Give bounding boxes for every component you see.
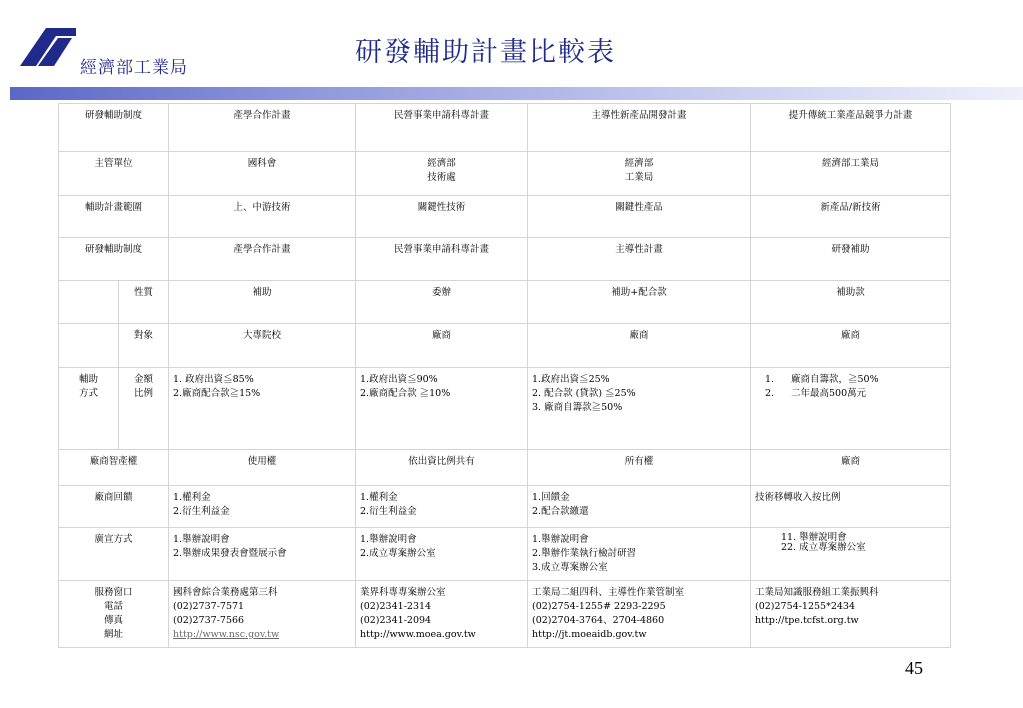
table-cell: 1.政府出資≦90% 2.廠商配合款 ≧10%: [356, 368, 528, 450]
table-cell: 11. 舉辦說明會 22. 成立專案辦公室: [751, 528, 951, 581]
table-cell: 依出資比例共有: [356, 450, 528, 486]
page-title: 研發輔助計畫比較表: [355, 37, 616, 68]
table-cell: 1.回饋金 2.配合款繳還: [528, 486, 751, 528]
table-cell: 廠商: [751, 324, 951, 368]
table-cell: 民營事業申請科專計畫: [356, 238, 528, 281]
org-name: 經濟部工業局: [80, 58, 188, 78]
table-cell: 關鍵性產品: [528, 196, 751, 238]
table-cell: 廠商: [751, 450, 951, 486]
table-row: [59, 238, 951, 281]
row-label: 輔助計畫範圍: [59, 196, 169, 238]
table-cell: 補助: [169, 281, 356, 324]
table-cell: 廠商: [528, 324, 751, 368]
row-label: 性質: [119, 281, 169, 324]
table-cell: 上、中游技術: [169, 196, 356, 238]
table-row: [59, 581, 951, 648]
table-cell: 技術移轉收入按比例: [751, 486, 951, 528]
table-cell: 提升傳統工業產品競爭力計畫: [751, 104, 951, 152]
table-cell: 主導性新產品開發計畫: [528, 104, 751, 152]
table-cell: 國科會綜合業務處第三科 (02)2737-7571 (02)2737-7566 http://www.nsc.gov.tw: [169, 581, 356, 648]
row-label: 研發輔助制度: [59, 104, 169, 152]
table-cell: 補助款: [751, 281, 951, 324]
table-cell: 委辦: [356, 281, 528, 324]
table-row: [59, 104, 951, 152]
table-row: [59, 152, 951, 196]
page-number: 45: [905, 658, 923, 678]
table-cell: 所有權: [528, 450, 751, 486]
row-label: 廠商智產權: [59, 450, 169, 486]
table-cell: 民營事業申請科專計畫: [356, 104, 528, 152]
table-row: [59, 486, 951, 528]
table-cell: 1.權利金 2.衍生利益金: [356, 486, 528, 528]
row-label: 對象: [119, 324, 169, 368]
table-cell: 工業局知識服務組工業振興科 (02)2754-1255*2434 http://tpe.tcfst.org.tw: [751, 581, 951, 648]
table-cell: 1.政府出資≦25% 2. 配合款 (貸款) ≦25% 3. 廠商自籌款≧50%: [528, 368, 751, 450]
table-cell: 經濟部 技術處: [356, 152, 528, 196]
table-row: [59, 368, 951, 450]
nsc-website-link[interactable]: http://www.nsc.gov.tw: [173, 629, 280, 640]
table-cell: 1. 政府出資≦85% 2.廠商配合款≧15%: [169, 368, 356, 450]
table-cell: 業界科專專案辦公室 (02)2341-2314 (02)2341-2094 http://www.moea.gov.tw: [356, 581, 528, 648]
list-item: 1. 廠商自籌款，≧50%: [765, 374, 879, 385]
table-cell: 經濟部 工業局: [528, 152, 751, 196]
org-logo: [14, 22, 80, 74]
blank-cell: [59, 324, 119, 368]
row-label: 廣宣方式: [59, 528, 169, 581]
table-cell: 產學合作計畫: [169, 104, 356, 152]
row-label: 研發輔助制度: [59, 238, 169, 281]
table-row: [59, 324, 951, 368]
row-sublabel: 金額 比例: [119, 368, 169, 450]
header-gradient-bar: [10, 87, 1023, 100]
table-cell: 經濟部工業局: [751, 152, 951, 196]
table-cell: 研發補助: [751, 238, 951, 281]
table-cell: [751, 368, 951, 450]
table-cell: 主導性計畫: [528, 238, 751, 281]
row-label: 廠商回饋: [59, 486, 169, 528]
table-cell: 補助+配合款: [528, 281, 751, 324]
row-label: 輔助 方式: [59, 368, 119, 450]
table-cell: 使用權: [169, 450, 356, 486]
table-cell: 工業局二組四科、主導性作業管制室 (02)2754-1255# 2293-2295 (02)2704-3764、2704-4860 http://jt.moeaidb.gov.tw: [528, 581, 751, 648]
table-cell: 1.舉辦說明會 2.成立專案辦公室: [356, 528, 528, 581]
row-label: 主管單位: [59, 152, 169, 196]
table-cell: 關鍵性技術: [356, 196, 528, 238]
table-cell: 1.舉辦說明會 2.舉辦作業執行檢討研習 3.成立專案辦公室: [528, 528, 751, 581]
table-cell: 1.權利金 2.衍生利益金: [169, 486, 356, 528]
table-row: [59, 528, 951, 581]
table-cell: 大專院校: [169, 324, 356, 368]
table-cell: 1.舉辦說明會 2.舉辦成果發表會暨展示會: [169, 528, 356, 581]
table-cell: 新產品/新技術: [751, 196, 951, 238]
table-row: [59, 450, 951, 486]
table-cell: 廠商: [356, 324, 528, 368]
list-item: 2. 二年最高500萬元: [765, 388, 867, 399]
table-cell: 產學合作計畫: [169, 238, 356, 281]
table-row: [59, 196, 951, 238]
blank-cell: [59, 281, 119, 324]
row-label: 服務窗口 電話 傳真 網址: [59, 581, 169, 648]
comparison-table: [58, 103, 951, 648]
table-cell: 國科會: [169, 152, 356, 196]
table-row: [59, 281, 951, 324]
